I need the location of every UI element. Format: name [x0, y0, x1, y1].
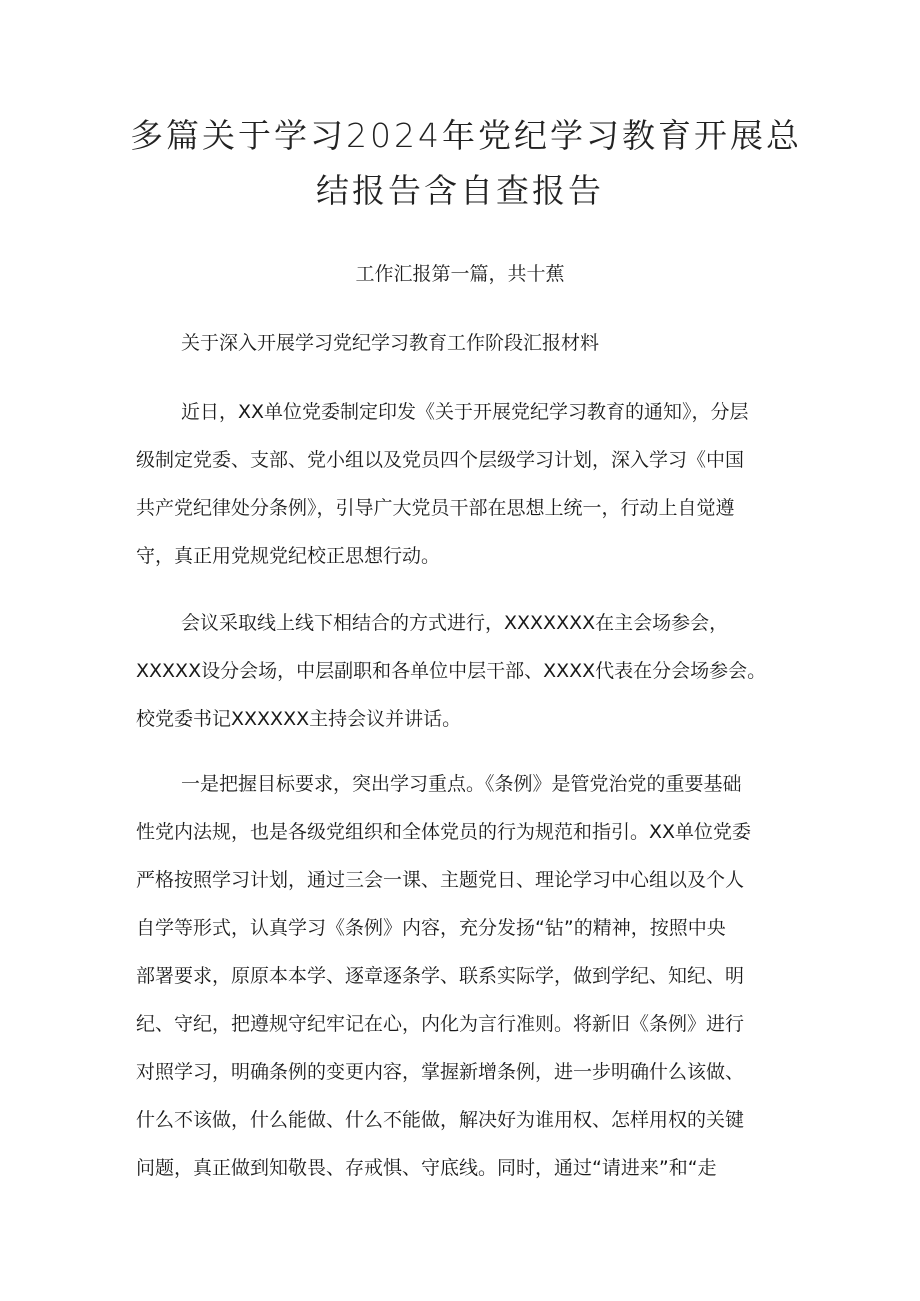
paragraph-line: 校党委书记XXXXXX主持会议并讲话。: [136, 708, 462, 730]
paragraph-line: 性党内法规，也是各级党组织和全体党员的行为规范和指引。XX单位党委: [136, 821, 752, 843]
paragraph-line: 守，真正用党规党纪校正思想行动。: [136, 545, 441, 567]
body-paragraph: [136, 606, 786, 750]
paragraph-line: 纪、守纪，把遵规守纪牢记在心，内化为言行准则。将新旧《条例》进行: [136, 1013, 745, 1035]
paragraph-line: 自学等形式，认真学习《条例》内容，充分发扬“钻”的精神，按照中央: [136, 917, 726, 939]
paragraph-line: 一是把握目标要求，突出学习重点。《条例》是管党治党的重要基础: [181, 773, 742, 795]
paragraph-line: 部署要求，原原本本学、逐章逐条学、联系实际学，做到学纪、知纪、明: [136, 965, 745, 987]
document-subtitle: 工作汇报第一篇，共十蕉: [355, 263, 565, 285]
paragraph-line: 会议采取线上线下相结合的方式进行，XXXXXXX在主会场参会，: [181, 612, 729, 634]
section-heading: 关于深入开展学习党纪学习教育工作阶段汇报材料: [181, 332, 600, 354]
paragraph-line: 共产党纪律处分条例》，引导广大党员干部在思想上统一，行动上自觉遵: [136, 497, 735, 519]
paragraph-line: 问题，真正做到知敬畏、存戒惧、守底线。同时，通过“请进来”和“走: [136, 1157, 717, 1179]
paragraph-line: XXXXX设分会场，中层副职和各单位中层干部、XXXX代表在分会场参会。: [136, 660, 767, 682]
paragraph-line: 级制定党委、支部、党小组以及党员四个层级学习计划，深入学习《中国: [136, 449, 745, 471]
body-paragraph: [136, 395, 786, 587]
paragraph-line: 什么不该做，什么能做、什么不能做，解决好为谁用权、怎样用权的关键: [136, 1109, 745, 1131]
paragraph-line: 严格按照学习计划，通过三会一课、主题党日、理论学习中心组以及个人: [136, 869, 745, 891]
paragraph-line: 近日，XX单位党委制定印发《关于开展党纪学习教育的通知》，分层: [181, 401, 749, 423]
paragraph-line: 对照学习，明确条例的变更内容，掌握新增条例，进一步明确什么该做、: [136, 1061, 745, 1083]
document-title: [130, 108, 802, 218]
title-line: 多篇关于学习2024年党纪学习教育开展总: [130, 116, 802, 155]
title-line: 结报告含自查报告: [316, 171, 604, 210]
body-paragraph: [136, 767, 786, 1199]
